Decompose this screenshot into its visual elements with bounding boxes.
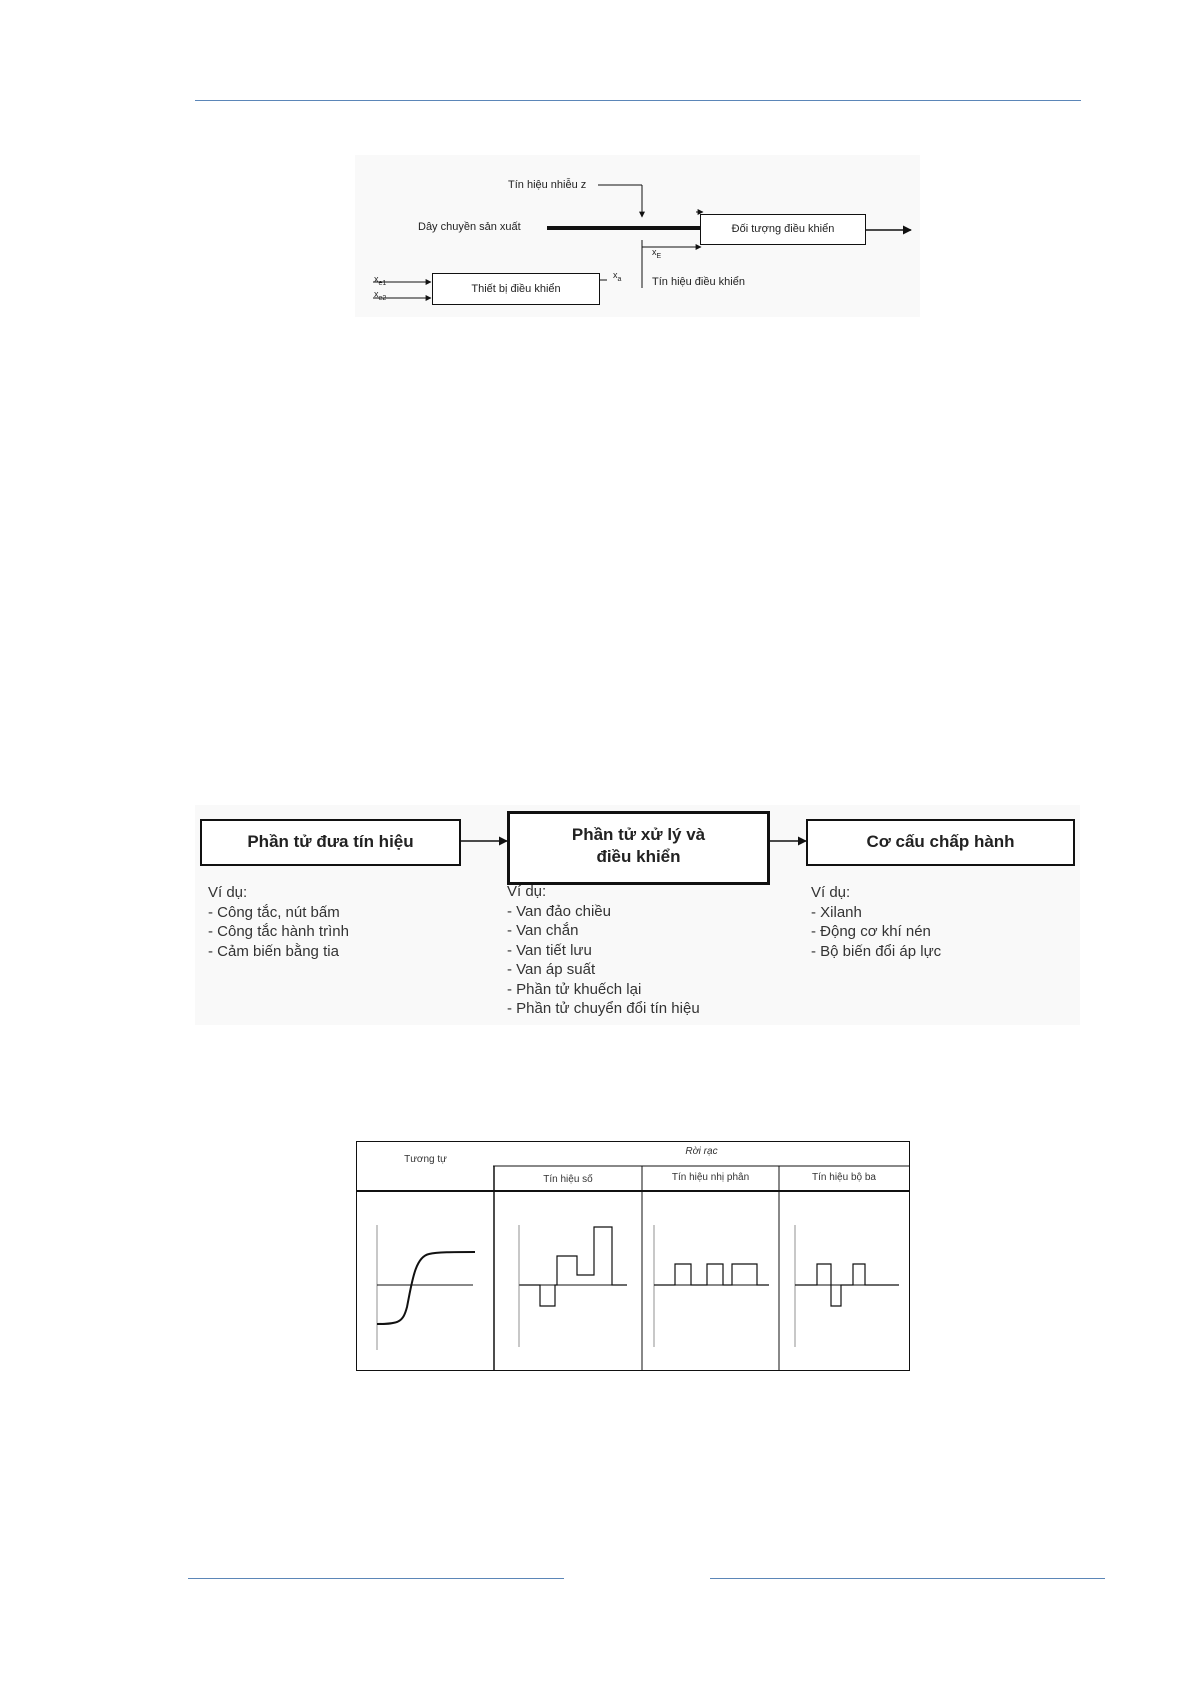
- header-rule: [195, 100, 1081, 101]
- controlled-object-box: [700, 214, 866, 245]
- example-line: - Van áp suất: [507, 961, 596, 978]
- example-line: - Công tắc hành trình: [208, 923, 349, 940]
- example-line: - Công tắc, nút bấm: [208, 903, 340, 921]
- input-xe2: $x_{e2}$: [374, 289, 387, 302]
- processing-label-2: điều khiển: [596, 847, 681, 866]
- system-structure-diagram: [195, 805, 1080, 1025]
- controller-box: [432, 273, 600, 305]
- actuator-box: [806, 819, 1075, 866]
- signal-types-table: [356, 1141, 910, 1371]
- example-line: - Van tiết lưu: [507, 941, 592, 959]
- signal-input-label: Phần tử đưa tín hiệu: [247, 832, 414, 851]
- example-line: - Động cơ khí nén: [811, 923, 931, 940]
- binary-header: Tín hiệu nhị phân: [671, 1172, 750, 1183]
- ternary-header: Tín hiệu bộ ba: [812, 1172, 876, 1183]
- production-line-label: Dây chuyền sản xuất: [418, 221, 521, 233]
- analog-signal-plot: [377, 1225, 475, 1350]
- example-line: - Van chắn: [507, 922, 579, 939]
- signal-xa: $x_a$: [613, 270, 622, 283]
- noise-signal-label: Tín hiệu nhiễu z: [508, 179, 587, 191]
- actuator-label: Cơ cấu chấp hành: [866, 832, 1015, 851]
- example-line: Ví dụ:: [507, 883, 547, 900]
- controller-label: Thiết bị điều khiển: [471, 283, 561, 295]
- example-line: - Van đảo chiều: [507, 902, 611, 920]
- example-line: - Cảm biến bằng tia: [208, 942, 339, 960]
- processing-box: [507, 811, 770, 885]
- example-line: - Phần tử khuếch lại: [507, 980, 642, 998]
- footer-rule-left: [188, 1578, 564, 1579]
- digital-signal-plot: [519, 1225, 627, 1347]
- analog-header: Tương tự: [404, 1154, 447, 1165]
- example-line: Ví dụ:: [208, 884, 248, 901]
- input-xe1: $x_{e1}$: [374, 274, 387, 287]
- processing-label-1: Phần tử xử lý và: [571, 825, 706, 844]
- digital-header: Tín hiệu số: [543, 1174, 593, 1185]
- ternary-signal-plot: [795, 1225, 899, 1347]
- control-signal-label: Tín hiệu điều khiển: [652, 276, 745, 288]
- binary-signal-plot: [654, 1225, 769, 1347]
- example-line: - Xilanh: [811, 903, 862, 921]
- processing-examples: [507, 882, 700, 1019]
- footer-rule-right: [710, 1578, 1105, 1579]
- actuator-examples: [811, 883, 941, 961]
- example-line: Ví dụ:: [811, 884, 851, 901]
- signal-input-examples: [208, 883, 349, 961]
- control-loop-diagram: [355, 155, 920, 317]
- example-line: - Bộ biến đổi áp lực: [811, 942, 942, 960]
- signal-xe: $x_E$: [652, 247, 662, 260]
- discrete-header: Rời rạc: [685, 1146, 718, 1157]
- controlled-object-label: Đối tượng điều khiển: [731, 223, 835, 235]
- example-line: - Phần tử chuyển đổi tín hiệu: [507, 1000, 700, 1017]
- signal-input-box: [200, 819, 461, 866]
